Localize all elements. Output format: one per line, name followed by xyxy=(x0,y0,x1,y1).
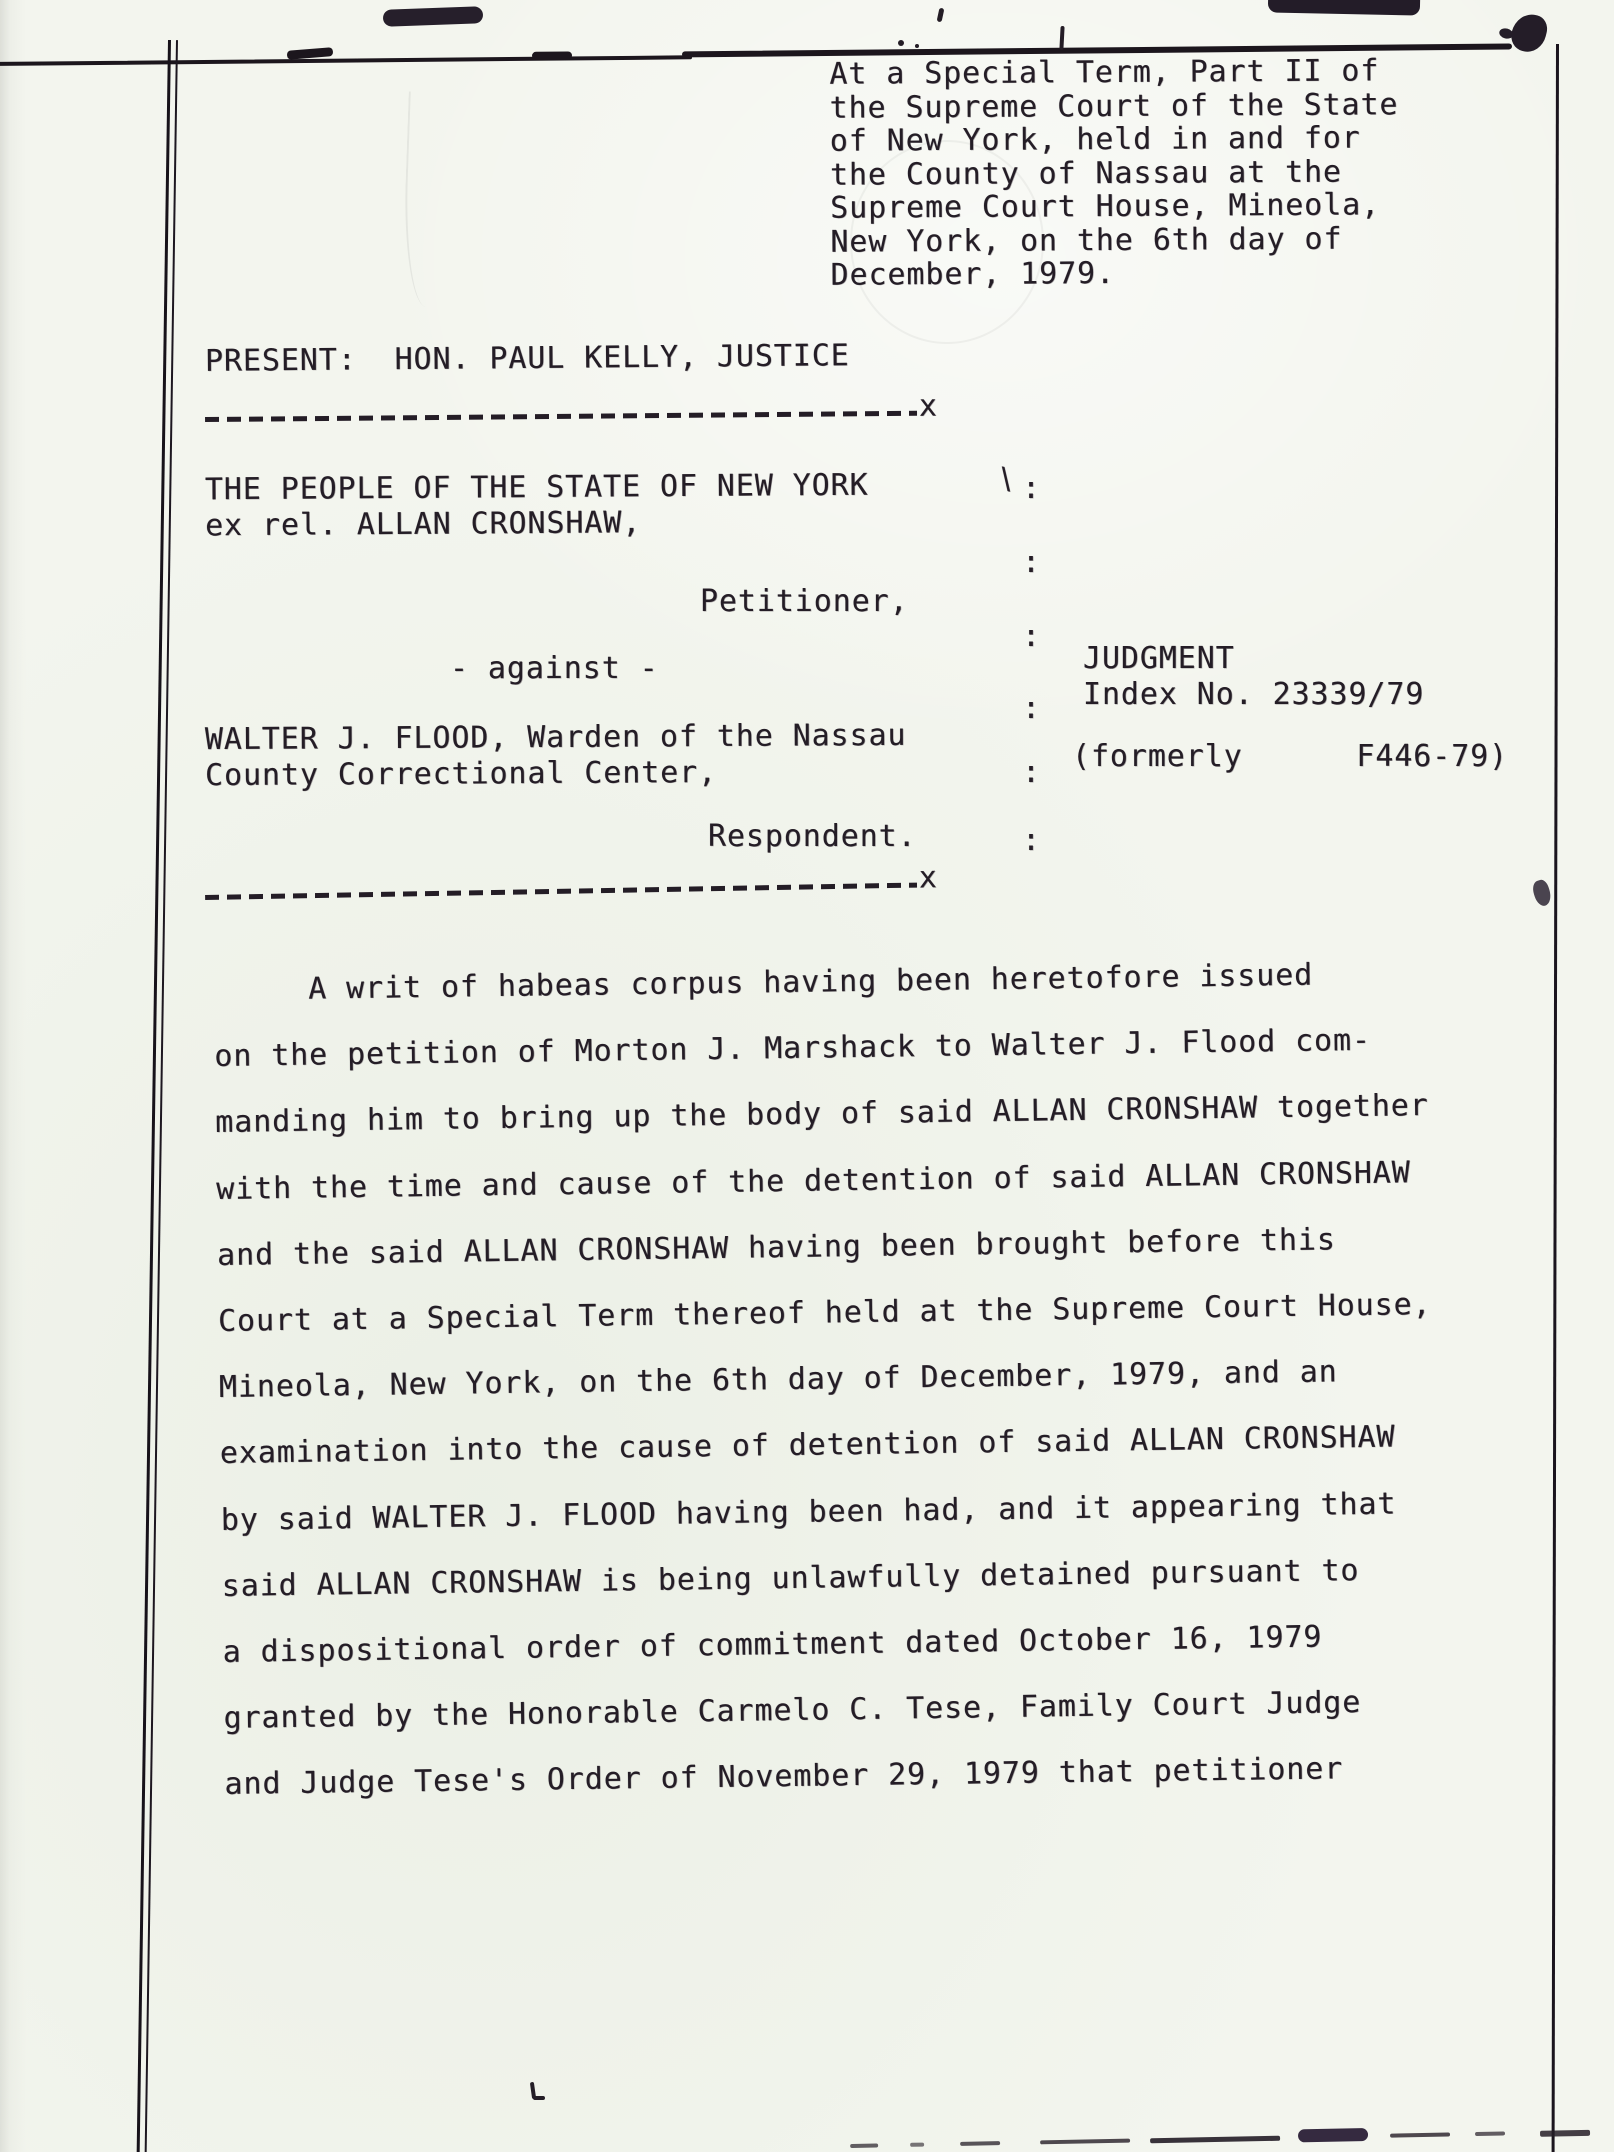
text-line: the Supreme Court of the State xyxy=(829,86,1399,126)
text-line: manding him to bring up the body of said ALLAN CRONSHAW together xyxy=(215,1088,1429,1141)
text-line: said ALLAN CRONSHAW is being unlawfully detained pursuant to xyxy=(221,1552,1360,1604)
dashed-rule xyxy=(205,883,917,900)
separator-end-x: x xyxy=(918,388,939,424)
caption-separator-top xyxy=(205,388,939,428)
petitioner-party-name xyxy=(205,468,869,545)
petitioner-designation: Petitioner, xyxy=(700,584,909,619)
caption-separator-bottom xyxy=(205,860,939,906)
text-line: and the said ALLAN CRONSHAW having been brought before this xyxy=(216,1222,1337,1273)
index-number: Index No. 23339/79 xyxy=(1083,677,1425,712)
text-line: Mineola, New York, on the 6th day of December, 1979, and an xyxy=(218,1354,1338,1406)
text-line: examination into the cause of detention of said ALLAN CRONSHAW xyxy=(219,1419,1396,1472)
versus-line: - against - xyxy=(450,651,659,686)
text-line: WALTER J. FLOOD, Warden of the Nassau xyxy=(204,717,907,758)
left-margin-rule xyxy=(137,40,182,2152)
right-edge-smudge xyxy=(1530,878,1553,908)
text-line: THE PEOPLE OF THE STATE OF NEW YORK xyxy=(204,467,869,508)
text-line: by said WALTER J. FLOOD having been had, and it appearing that xyxy=(220,1486,1397,1538)
scan-line-segment xyxy=(0,55,692,66)
stray-pen-mark xyxy=(531,2082,549,2102)
term-recital xyxy=(829,54,1399,292)
dashed-rule xyxy=(205,411,917,422)
text-line: Supreme Court House, Mineola, xyxy=(830,187,1381,226)
separator-end-x: x xyxy=(918,860,939,896)
text-line: County Correctional Center, xyxy=(205,755,718,794)
judgment-body-text xyxy=(213,941,1438,1819)
text-line: New York, on the 6th day of xyxy=(830,221,1343,260)
caption-colon: : xyxy=(1022,619,1041,654)
scan-line-bump xyxy=(532,51,572,59)
text-line: Court at a Special Term thereof held at the Supreme Court House, xyxy=(217,1287,1432,1339)
text-line: December, 1979. xyxy=(830,255,1116,293)
margin-rule-line xyxy=(145,40,178,2152)
caption-colon: : xyxy=(1022,471,1041,506)
paper-crease xyxy=(401,91,450,307)
text-line: and Judge Tese's Order of November 29, 1979 that petitioner xyxy=(224,1751,1344,1803)
ink-smudge-bar xyxy=(383,6,484,26)
stray-pen-slash: \ xyxy=(994,460,1020,497)
former-index-number: (formerly F446-79) xyxy=(1072,739,1509,774)
text-line: ex rel. ALLAN CRONSHAW, xyxy=(205,505,642,544)
stray-ink-mark xyxy=(937,8,945,23)
text-line: on the petition of Morton J. Marshack to Walter J. Flood com- xyxy=(214,1023,1372,1075)
caption-colon: : xyxy=(1022,823,1041,858)
text-line: with the time and cause of the detention of said ALLAN CRONSHAW xyxy=(215,1154,1411,1207)
ink-smudge-blob xyxy=(1268,0,1420,16)
text-line: a dispositional order of commitment dated October 16, 1979 xyxy=(222,1619,1323,1670)
respondent-designation: Respondent. xyxy=(708,819,917,854)
scan-bottom-speckle-line xyxy=(850,2123,1614,2152)
caption-colon: : xyxy=(1022,755,1041,790)
respondent-party-name xyxy=(205,718,907,794)
stray-ink-dots xyxy=(898,40,904,46)
caption-colon: : xyxy=(1022,545,1041,580)
caption-colon: : xyxy=(1022,691,1041,726)
presiding-justice-line: PRESENT: HON. PAUL KELLY, JUSTICE xyxy=(204,338,850,379)
judgment-title: JUDGMENT xyxy=(1083,641,1235,676)
right-margin-rule xyxy=(1552,44,1559,2152)
text-line: granted by the Honorable Carmelo C. Tese, Family Court Judge xyxy=(223,1685,1362,1737)
margin-rule-line xyxy=(137,40,171,2152)
text-line: the County of Nassau at the xyxy=(829,154,1343,193)
text-line: At a Special Term, Part II of xyxy=(829,53,1380,92)
text-line: of New York, held in and for xyxy=(829,120,1361,159)
text-line: A writ of habeas corpus having been heretofore issued xyxy=(213,957,1314,1008)
